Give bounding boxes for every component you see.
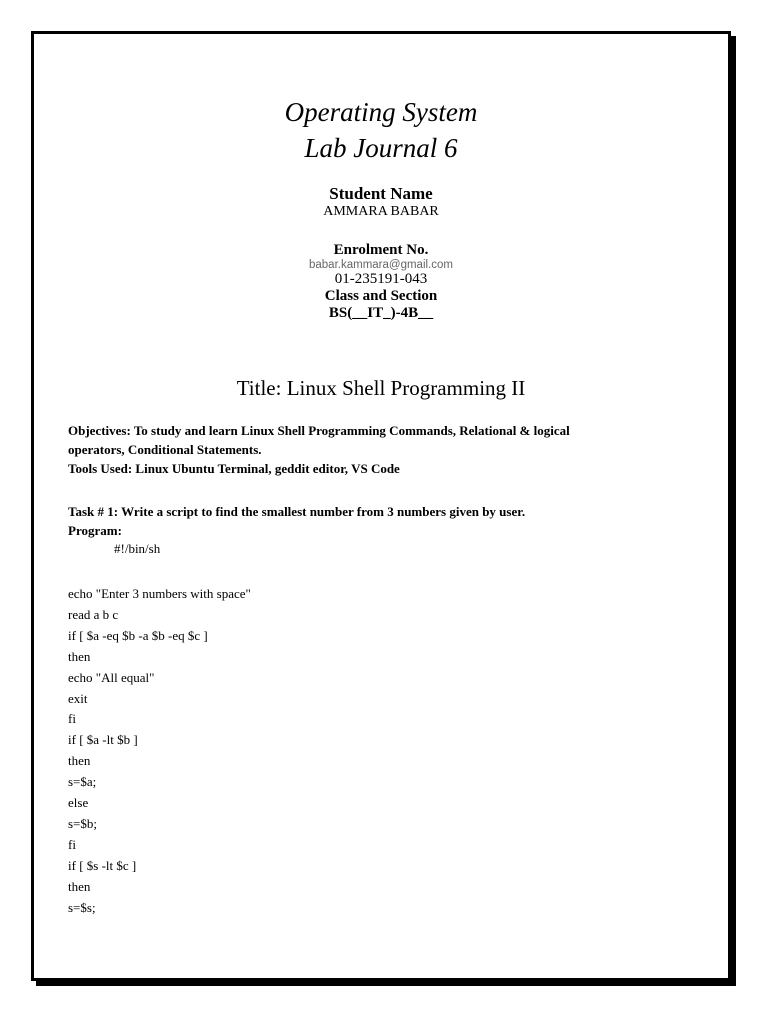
code-line: fi xyxy=(68,836,76,852)
code-shebang: #!/bin/sh xyxy=(114,541,161,556)
code-block xyxy=(68,584,251,919)
document-title-line1: Operating System xyxy=(284,97,478,127)
student-name-value: AMMARA BABAR xyxy=(323,204,439,219)
document-page xyxy=(31,31,731,981)
code-line: echo "Enter 3 numbers with space" xyxy=(68,586,251,601)
student-block xyxy=(34,184,728,220)
code-line: fi xyxy=(68,711,76,727)
code-line: if [ $a -eq $b -a $b -eq $c ] xyxy=(68,627,208,643)
code-line: then xyxy=(68,753,91,769)
enrolment-email: babar.kammara@gmail.com xyxy=(309,259,453,271)
code-line: read a b c xyxy=(68,606,119,622)
objectives-block xyxy=(68,421,698,478)
enrolment-block xyxy=(34,242,728,322)
class-section-value: BS(__IT_)-4B__ xyxy=(328,305,434,321)
code-line: exit xyxy=(68,690,88,706)
enrolment-label: Enrolment No. xyxy=(333,242,429,258)
task-heading: Task # 1: Write a script to find the smallest number from 3 numbers given by user. xyxy=(68,504,526,519)
student-name-label: Student Name xyxy=(329,184,433,203)
code-line: s=$a; xyxy=(68,774,97,790)
task-block xyxy=(68,502,698,540)
lab-title: Title: Linux Shell Programming II xyxy=(236,376,526,400)
enrolment-number: 01-235191-043 xyxy=(334,271,428,287)
document-title-line2: Lab Journal 6 xyxy=(304,133,458,163)
code-line: if [ $s -lt $c ] xyxy=(68,857,137,873)
tools-used: Tools Used: Linux Ubuntu Terminal, geddit editor, VS Code xyxy=(68,461,400,476)
program-label: Program: xyxy=(68,523,122,538)
code-line: then xyxy=(68,648,91,664)
code-line: then xyxy=(68,878,91,894)
code-line: s=$b; xyxy=(68,815,98,831)
objectives-line1: Objectives: To study and learn Linux Shell Programming Commands, Relational & logical xyxy=(68,423,570,438)
code-line: s=$s; xyxy=(68,899,96,915)
objectives-line2: operators, Conditional Statements. xyxy=(68,442,262,457)
code-line: else xyxy=(68,795,89,811)
class-section-label: Class and Section xyxy=(324,288,438,304)
code-line: echo "All equal" xyxy=(68,669,155,685)
code-line: if [ $a -lt $b ] xyxy=(68,732,138,748)
